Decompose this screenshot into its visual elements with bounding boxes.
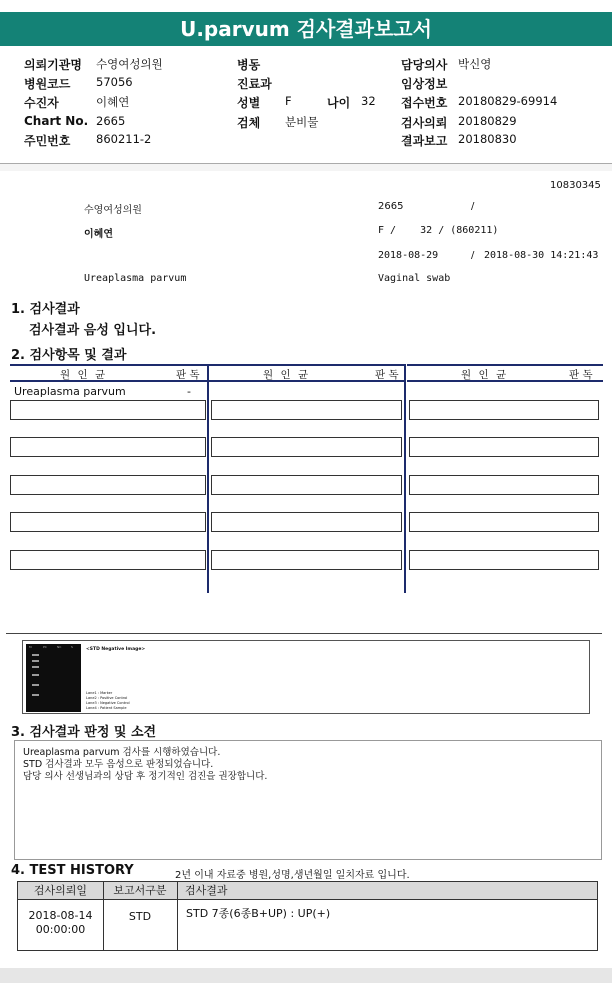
result-cell	[211, 550, 402, 570]
request-label: 검사의뢰	[401, 116, 448, 130]
patient-value: 이혜연	[96, 95, 130, 109]
clinical-label: 임상정보	[401, 77, 448, 91]
history-time: 00:00:00	[35, 923, 86, 936]
result-pathogen: Ureaplasma parvum	[14, 385, 126, 398]
result-cell	[10, 400, 206, 420]
gel-band	[32, 684, 39, 686]
info-chart-slash: /	[471, 201, 475, 212]
lane-label: S	[71, 645, 73, 649]
report-date-value: 20180830	[458, 132, 517, 146]
gel-legend-item: Lane4 : Patient Sample	[86, 706, 127, 710]
info-organism: Ureaplasma parvum	[84, 273, 187, 284]
gel-band	[32, 660, 39, 662]
result-cell	[211, 400, 402, 420]
col-pathogen-label: 원 인 균	[60, 369, 108, 381]
doctor-value: 박신영	[458, 57, 492, 71]
result-cell	[409, 475, 599, 495]
col-pathogen-label: 원 인 균	[461, 369, 509, 381]
info-date-reported: 2018-08-30 14:21:43	[484, 250, 599, 261]
lane-label: NC	[57, 645, 62, 649]
column-divider	[404, 364, 406, 593]
report-title: U.parvum 검사결과보고서	[0, 12, 612, 46]
opinion-box	[14, 740, 602, 860]
document-id: 10830345	[550, 180, 601, 191]
info-chart: 2665	[378, 201, 404, 212]
section-items-title: 2. 검사항목 및 결과	[11, 348, 127, 363]
history-header-type: 보고서구분	[103, 882, 177, 900]
section-history-title: 4. TEST HISTORY	[11, 863, 134, 878]
lane-label: M	[29, 645, 32, 649]
history-type: STD	[128, 910, 152, 923]
history-column-divider	[177, 882, 178, 950]
gel-legend	[86, 691, 130, 711]
info-date-collected: 2018-08-29	[378, 250, 439, 261]
chart-value: 2665	[96, 114, 126, 128]
chart-label: Chart No.	[24, 114, 89, 128]
opinion-line: Ureaplasma parvum 검사를 시행하였습니다.	[23, 747, 221, 758]
section-result-text: 검사결과 음성 입니다.	[29, 323, 157, 338]
result-table-head-2	[209, 364, 405, 382]
report-date-label: 결과보고	[401, 134, 448, 148]
gel-legend-item: Lane1 : Marker	[86, 691, 113, 695]
result-cell	[211, 437, 402, 457]
info-patient: 이혜연	[84, 229, 113, 240]
col-judgement-label: 판 독	[375, 369, 399, 381]
section-opinion-title: 3. 검사결과 판정 및 소견	[11, 725, 157, 740]
header-divider	[0, 163, 612, 171]
page-footer	[0, 968, 612, 983]
section-result-title: 1. 검사결과	[11, 302, 80, 317]
specimen-label: 검체	[237, 116, 261, 130]
age-label: 나이	[327, 96, 351, 110]
gel-band	[32, 694, 39, 696]
result-cell	[10, 437, 206, 457]
result-cell	[409, 400, 599, 420]
col-judgement-label: 판 독	[569, 369, 593, 381]
history-date-cell	[18, 909, 103, 937]
result-cell	[10, 550, 206, 570]
lane-label: PC	[43, 645, 47, 649]
result-cell	[10, 512, 206, 532]
history-date: 2018-08-14	[28, 909, 93, 922]
specimen-value: 분비물	[285, 115, 319, 129]
code-value: 57056	[96, 75, 133, 89]
section-separator	[6, 633, 602, 634]
col-pathogen-label: 원 인 균	[263, 369, 311, 381]
receipt-value: 20180829-69914	[458, 94, 558, 108]
gel-legend-item: Lane2 : Positive Control	[86, 696, 128, 700]
gel-legend-item: Lane3 : Negative Control	[86, 701, 130, 705]
gel-image-panel	[22, 640, 590, 714]
result-cell	[10, 475, 206, 495]
result-cell	[211, 512, 402, 532]
ssn-label: 주민번호	[24, 134, 71, 148]
request-value: 20180829	[458, 114, 517, 128]
info-sex-age: F / 32 / (860211)	[378, 225, 499, 236]
patient-label: 수진자	[24, 96, 59, 110]
history-header-date: 검사의뢰일	[18, 882, 103, 900]
ssn-value: 860211-2	[96, 132, 152, 146]
gel-caption: <STD Negative Image>	[86, 647, 146, 652]
info-specimen: Vaginal swab	[378, 273, 451, 284]
column-divider	[207, 364, 209, 593]
result-cell	[409, 550, 599, 570]
doctor-label: 담당의사	[401, 58, 448, 72]
report-meta	[0, 52, 612, 162]
gel-electrophoresis-image	[26, 644, 81, 712]
history-table	[17, 881, 598, 951]
hospital-value: 수영여성의원	[96, 57, 163, 71]
receipt-label: 접수번호	[401, 96, 448, 110]
gel-band	[32, 674, 39, 676]
ward-label: 병동	[237, 58, 261, 72]
result-cell	[409, 512, 599, 532]
result-cell	[409, 437, 599, 457]
col-judgement-label: 판 독	[176, 369, 200, 381]
info-hospital: 수영여성의원	[84, 205, 142, 216]
result-table-head-1	[10, 364, 207, 382]
sex-label: 성별	[237, 96, 261, 110]
info-date-slash: /	[471, 250, 475, 261]
opinion-line: STD 검사결과 모두 음성으로 판정되었습니다.	[23, 759, 214, 770]
history-result: STD 7종(6종B+UP) : UP(+)	[186, 907, 331, 920]
hospital-label: 의뢰기관명	[24, 58, 82, 72]
sex-value: F	[285, 94, 292, 108]
result-judgement: -	[187, 385, 191, 398]
result-cell	[211, 475, 402, 495]
history-note: 2년 이내 자료중 병원,성명,생년월일 일치자료 입니다.	[175, 870, 410, 881]
code-label: 병원코드	[24, 77, 71, 91]
opinion-line: 담당 의사 선생님과의 상담 후 정기적인 검진을 권장합니다.	[23, 771, 268, 782]
history-header-result: 검사결과	[177, 882, 597, 900]
age-value: 32	[361, 94, 376, 108]
gel-band	[32, 654, 39, 656]
result-table-head-3	[407, 364, 603, 382]
gel-band	[32, 666, 39, 668]
dept-label: 진료과	[237, 77, 272, 91]
